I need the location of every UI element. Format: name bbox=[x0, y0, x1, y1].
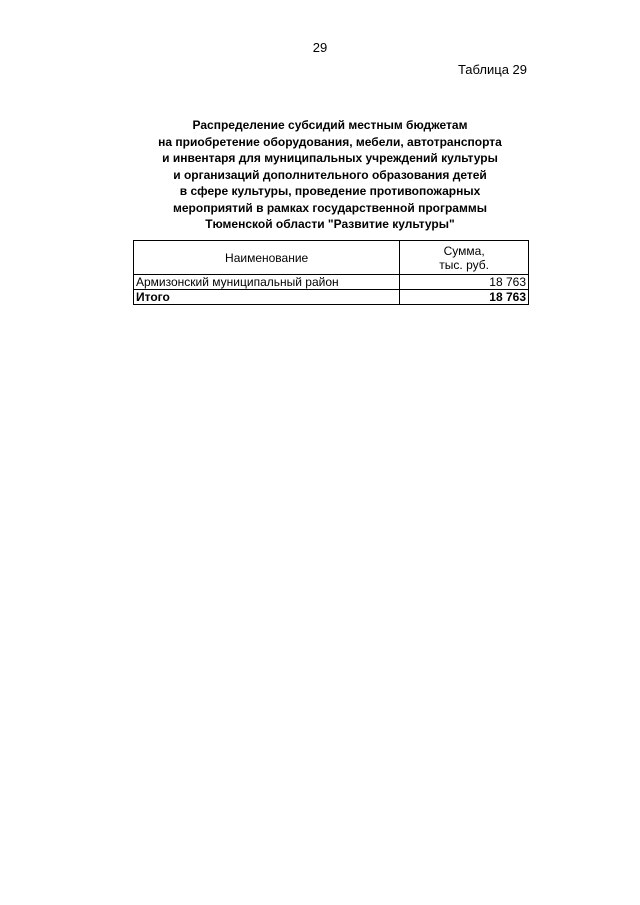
header-sum-line2: тыс. руб. bbox=[439, 257, 489, 272]
subsidy-table bbox=[133, 240, 529, 305]
title-line: в сфере культуры, проведение противопожарных bbox=[179, 184, 481, 198]
title-line: мероприятий в рамках государственной программы bbox=[173, 200, 487, 215]
title-line: Распределение субсидий местным бюджетам bbox=[192, 118, 468, 132]
total-sum: 18 763 bbox=[400, 290, 529, 305]
title-line: и инвентаря для муниципальных учреждений культуры bbox=[162, 151, 498, 165]
document-title bbox=[100, 117, 560, 233]
row-sum: 18 763 bbox=[400, 275, 529, 290]
header-sum-line1: Сумма, bbox=[443, 243, 485, 258]
page-number: 29 bbox=[312, 40, 328, 55]
table-row bbox=[134, 275, 529, 290]
header-sum bbox=[400, 241, 529, 275]
title-line: и организаций дополнительного образования детей bbox=[173, 167, 487, 182]
table-label: Таблица 29 bbox=[457, 62, 527, 77]
table-header-row bbox=[134, 241, 529, 275]
total-name: Итого bbox=[134, 290, 400, 305]
row-name: Армизонский муниципальный район bbox=[134, 275, 400, 290]
title-line: на приобретение оборудования, мебели, автотранспорта bbox=[158, 134, 502, 149]
header-name: Наименование bbox=[134, 241, 400, 275]
total-row bbox=[134, 290, 529, 305]
title-line: Тюменской области "Развитие культуры" bbox=[205, 217, 455, 231]
